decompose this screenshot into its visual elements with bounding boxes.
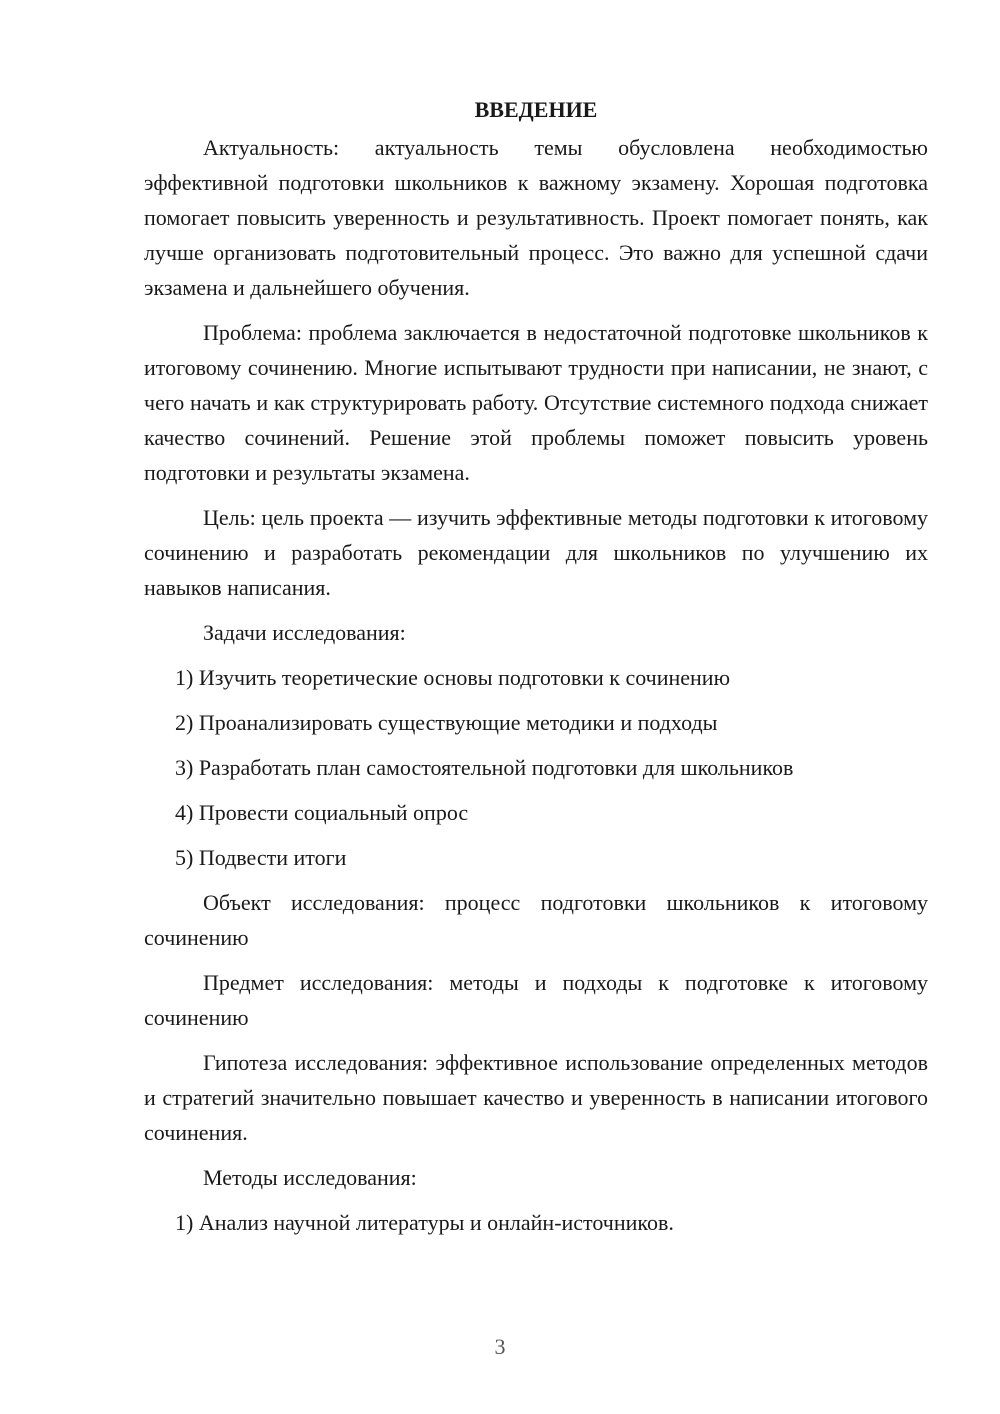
paragraph-hypothesis: Гипотеза исследования: эффективное использование определенных методов и стратегий значительно повышает качество и уверенность в написании итогового сочинения. — [144, 1050, 928, 1145]
list-item: 3) Разработать план самостоятельной подготовки для школьников — [175, 755, 794, 780]
paragraph-relevance: Актуальность: актуальность темы обусловлена необходимостью эффективной подготовки школьников к важному экзамену. Хорошая подготовка помогает повысить уверенность и результативность. Проект помогает понять, как лучше организовать подготовительный процесс. Это важно для успешной сдачи экзамена и дальнейшего обучения. — [144, 135, 928, 300]
paragraph-subject: Предмет исследования: методы и подходы к подготовке к итоговому сочинению — [144, 970, 928, 1030]
list-item: 1) Изучить теоретические основы подготовки к сочинению — [175, 665, 731, 690]
paragraph-goal: Цель: цель проекта — изучить эффективные методы подготовки к итоговому сочинению и разработать рекомендации для школьников по улучшению их навыков написания. — [144, 505, 928, 600]
list-item: 5) Подвести итоги — [175, 845, 347, 870]
methods-heading: Методы исследования: — [203, 1165, 417, 1190]
tasks-heading: Задачи исследования: — [203, 620, 406, 645]
paragraph-problem: Проблема: проблема заключается в недостаточной подготовке школьников к итоговому сочинению. Многие испытывают трудности при написании, не знают, с чего начать и как структурировать работу. Отсутствие системного подхода снижает качество сочинений. Решение этой проблемы поможет повысить уровень подготовки и результаты экзамена. — [144, 320, 928, 485]
list-item: 2) Проанализировать существующие методики и подходы — [175, 710, 718, 735]
document-page — [144, 92, 928, 1250]
list-item: 1) Анализ научной литературы и онлайн-источников. — [175, 1210, 674, 1235]
tasks-list — [144, 660, 928, 875]
paragraph-object: Объект исследования: процесс подготовки школьников к итоговому сочинению — [144, 890, 928, 950]
methods-list — [144, 1205, 928, 1240]
page-title: ВВЕДЕНИЕ — [474, 97, 598, 122]
page-number: 3 — [494, 1334, 506, 1359]
list-item: 4) Провести социальный опрос — [175, 800, 469, 825]
